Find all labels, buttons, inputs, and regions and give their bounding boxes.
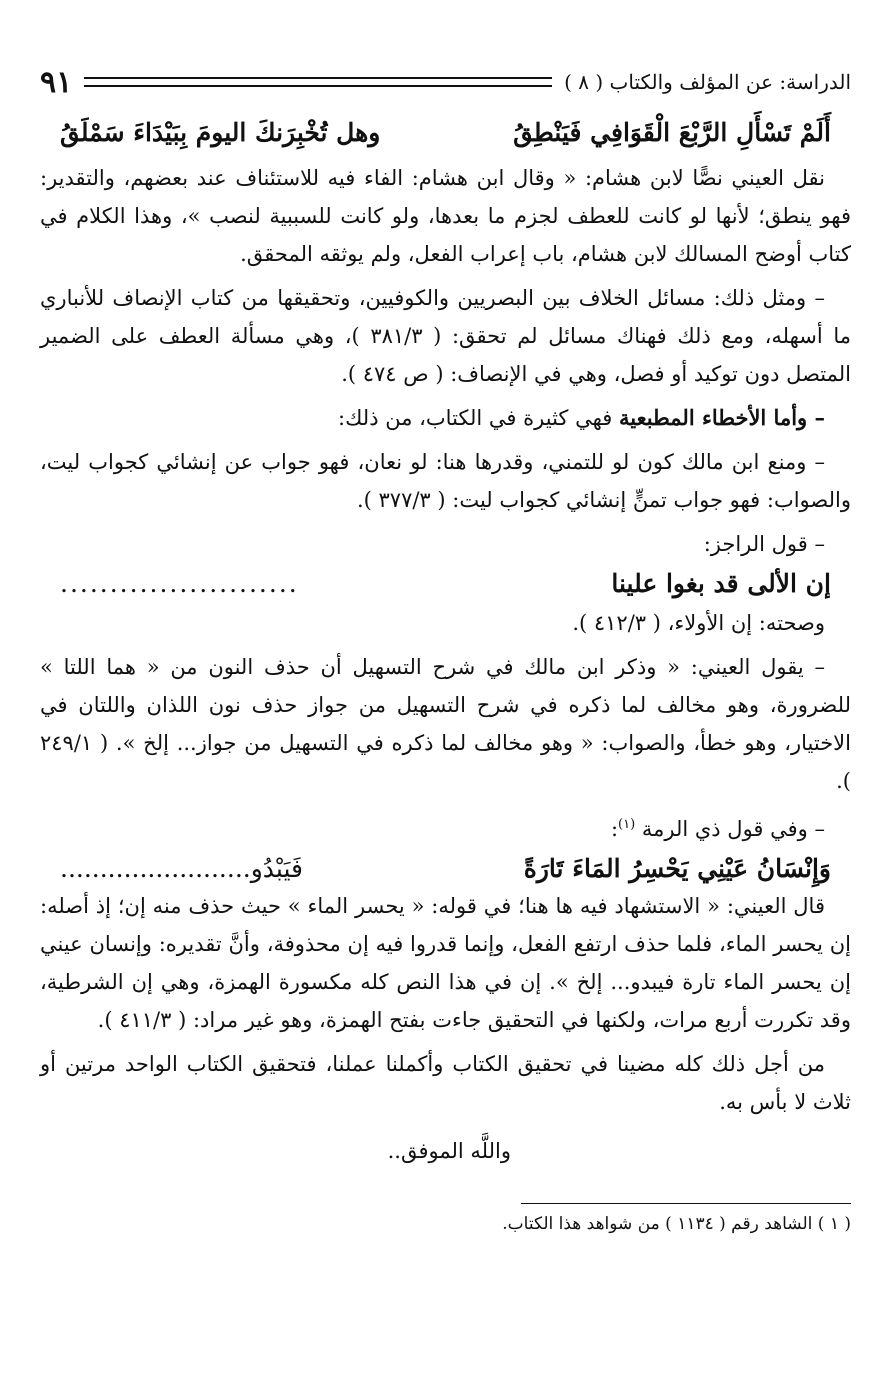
- paragraph-ibn-malik: – ومنع ابن مالك كون لو للتمني، وقدرها هنا: لو نعان، فهو جواب عن إنشائي كجواب ليت، والصواب: فهو جواب تمنٍّ إنشائي كجواب ليت: ( ٣٧٧/٣ ).: [40, 450, 851, 512]
- typos-lead-text: – وأما الأخطاء المطبعية: [618, 405, 825, 430]
- paragraph-conclusion: من أجل ذلك كله مضينا في تحقيق الكتاب وأكملنا عملنا، فتحقيق الكتاب الواحد مرتين أو ثلاث لا بأس به.: [40, 1052, 851, 1114]
- paragraph-ayni-quote: نقل العيني نصًّا لابن هشام: « وقال ابن هشام: الفاء فيه للاستئناف عند بعضهم، والتقدير: فهو ينطق؛ لأنها لو كانت للعطف لجزم ما بعدها، ولو كانت للسببية لنصب »، وهذا الكلام في كتاب أوضح المسالك لابن هشام، باب إعراب الفعل، ولم يوثقه المحقق.: [40, 166, 851, 266]
- poetry-verse-3: [60, 854, 831, 883]
- paragraph-correction: وصحته: إن الأولاء، ( ٤١٢/٣ ).: [572, 611, 825, 635]
- header-title: الدراسة: عن المؤلف والكتاب ( ٨ ): [564, 70, 851, 94]
- footnote-separator: [521, 1203, 851, 1204]
- paragraph-dhu-rumma-intro: [40, 806, 851, 848]
- header-double-rule: [84, 77, 552, 87]
- verse-3-second-hemistich: فَيَبْدُو........................: [60, 854, 303, 883]
- paragraph-tashil: – يقول العيني: « وذكر ابن مالك في شرح التسهيل أن حذف النون من « هما اللتا » للضرورة، وهو مخالف لما ذكره في شرح التسهيل من جواز حذف نون اللذان واللتان في الاختيار، وهو خطأ، والصواب: « وهو مخالف لما ذكره في التسهيل من جواز... إلخ ». ( ٢٤٩/١ ).: [40, 655, 851, 793]
- paragraph-ayni-istishhad: قال العيني: « الاستشهاد فيه ها هنا؛ في قوله: « يحسر الماء » حيث حذف منه إن؛ إذ أصله: إن يحسر الماء، فلما حذف ارتفع الفعل، وإنما قدروا فيه إن محذوفة، وأنَّ تقديره: وإنسان عيني إن يحسر الماء تارة فيبدو... إلخ ». إن في هذا النص كله مكسورة الهمزة، وهي إن الشرطية، وقد تكررت أربع مرات، ولكنها في التحقيق جاءت بفتح الهمزة، وهو غير مراد: ( ٤١١/٣ ).: [40, 894, 851, 1032]
- dhu-rumma-text: – وفي قول ذي الرمة: [641, 817, 825, 841]
- verse-3-first-hemistich: وَإِنْسَانُ عَيْنِي يَحْسِرُ المَاءَ تَارَةً: [523, 854, 831, 883]
- footnote-reference[interactable]: (١): [618, 817, 636, 832]
- paragraph-rajiz-intro: – قول الراجز:: [703, 532, 825, 556]
- verse-1-first-hemistich: أَلَمْ تَسْأَلِ الرَّبْعَ الْقَوَافِي فَيَنْطِقُ: [513, 118, 831, 147]
- poetry-verse-2: [60, 569, 831, 598]
- paragraph-insaf-example: – ومثل ذلك: مسائل الخلاف بين البصريين والكوفيين، وتحقيقها من كتاب الإنصاف للأنباري ما أسهله، ومع ذلك فهناك مسائل لم تحقق: ( ٣٨١/٣ )، وهي مسألة العطف على الضمير المتصل دون توكيد أو فصل، وهي في الإنصاف: ( ص ٤٧٤ ).: [40, 286, 851, 386]
- verse-2-ellipsis: ........................: [60, 569, 299, 598]
- verse-1-second-hemistich: وهل تُخْبِرَنكَ اليومَ بِبَيْدَاءَ سَمْلَقُ: [60, 118, 381, 147]
- paragraph-typos-intro: [40, 399, 851, 437]
- page-number: ٩١: [40, 64, 73, 100]
- footnote-text: ( ١ ) الشاهد رقم ( ١١٣٤ ) من شواهد هذا الكتاب.: [502, 1214, 851, 1234]
- verse-2-first-hemistich: إن الألى قد بغوا علينا: [611, 569, 831, 598]
- typos-rest-text: فهي كثيرة في الكتاب، من ذلك:: [338, 406, 619, 430]
- dhu-rumma-colon: :: [610, 817, 619, 841]
- poetry-verse-1: [60, 118, 831, 147]
- running-header: [40, 62, 851, 102]
- closing-phrase: واللَّه الموفق..: [387, 1139, 511, 1163]
